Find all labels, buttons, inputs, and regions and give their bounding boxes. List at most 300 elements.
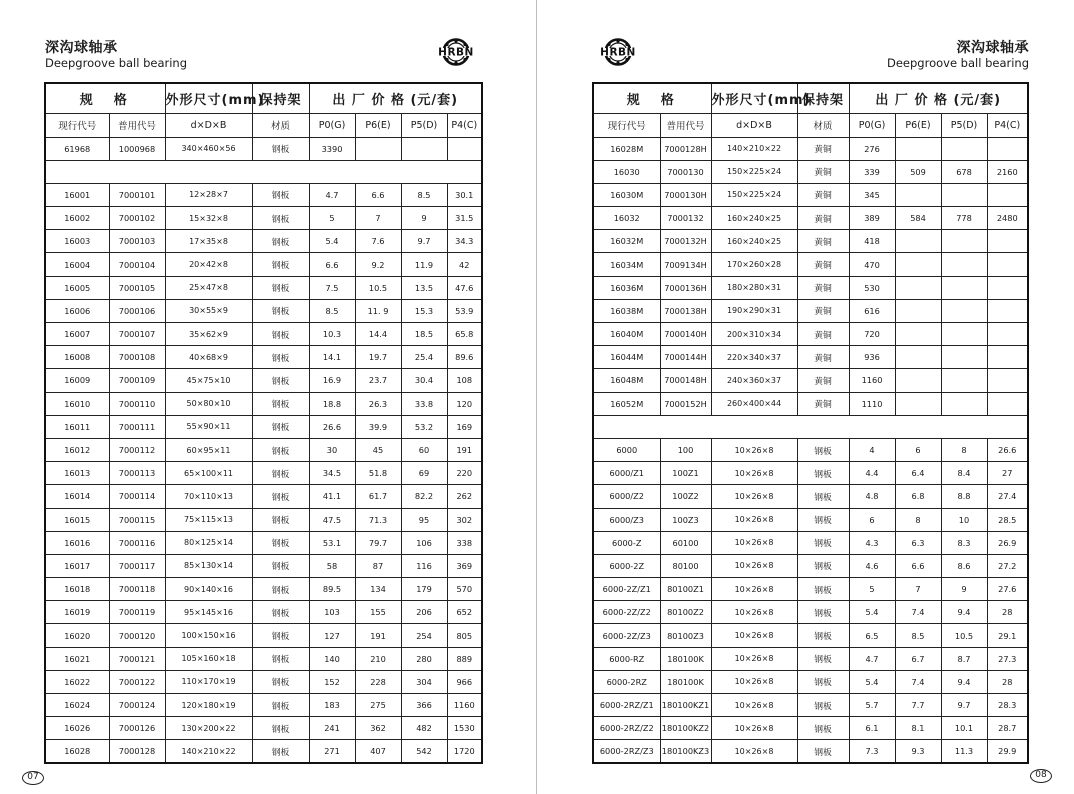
table-row: [45, 670, 482, 693]
cell-price-p6: 509: [895, 160, 941, 183]
cell-current-code: 16028: [45, 740, 109, 763]
cell-price-p0: 470: [849, 253, 895, 276]
cell-price-p4: 369: [447, 554, 482, 577]
cell-common-code: 7000105: [109, 276, 165, 299]
cell-current-code: 16020: [45, 624, 109, 647]
cell-dimensions: 35×62×9: [165, 323, 252, 346]
cell-current-code: 16022: [45, 670, 109, 693]
cell-common-code: 7000119: [109, 601, 165, 624]
cell-cage-material: 黄铜: [797, 323, 849, 346]
cell-price-p0: 6: [849, 508, 895, 531]
header-p4: P4(C): [987, 113, 1028, 137]
cell-dimensions: 25×47×8: [165, 276, 252, 299]
cell-price-p0: 1110: [849, 392, 895, 415]
cell-cage-material: 钢板: [252, 531, 309, 554]
cell-common-code: 7000114: [109, 485, 165, 508]
cell-cage-material: 钢板: [797, 717, 849, 740]
cell-common-code: 7000128: [109, 740, 165, 763]
cell-dimensions: 150×225×24: [711, 160, 797, 183]
cell-price-p4: 28: [987, 670, 1028, 693]
cell-price-p4: 2480: [987, 207, 1028, 230]
cell-price-p4: 27.3: [987, 647, 1028, 670]
cell-price-p0: 140: [309, 647, 355, 670]
cell-price-p5: 8.3: [941, 531, 987, 554]
cell-dimensions: 10×26×8: [711, 694, 797, 717]
cell-price-p0: 5.4: [849, 670, 895, 693]
header-p6: P6(E): [355, 113, 401, 137]
cell-price-p5: 9.7: [401, 230, 447, 253]
table-row: [593, 508, 1028, 531]
table-row: [45, 346, 482, 369]
cell-price-p6: 6.3: [895, 531, 941, 554]
cell-dimensions: 180×280×31: [711, 276, 797, 299]
cell-price-p0: 5: [309, 207, 355, 230]
cell-cage-material: 钢板: [252, 183, 309, 206]
cell-price-p5: 8.6: [941, 554, 987, 577]
table-separator-row: [593, 415, 1028, 438]
cell-dimensions: 10×26×8: [711, 624, 797, 647]
table-row: [45, 554, 482, 577]
cell-price-p5: [941, 137, 987, 160]
cell-common-code: 7000130H: [660, 183, 711, 206]
cell-dimensions: 100×150×16: [165, 624, 252, 647]
table-row: [45, 438, 482, 461]
cell-price-p0: 4.7: [309, 183, 355, 206]
cell-price-p5: 482: [401, 717, 447, 740]
cell-price-p6: [355, 137, 401, 160]
cell-price-p4: 27.4: [987, 485, 1028, 508]
table-row: [45, 183, 482, 206]
cell-price-p5: 30.4: [401, 369, 447, 392]
table-row: [593, 554, 1028, 577]
cell-price-p0: 4: [849, 438, 895, 461]
cell-price-p4: 570: [447, 578, 482, 601]
cell-cage-material: 黄铜: [797, 299, 849, 322]
cell-price-p0: 276: [849, 137, 895, 160]
cell-price-p4: 302: [447, 508, 482, 531]
cell-cage-material: 钢板: [252, 601, 309, 624]
table-row: [593, 694, 1028, 717]
cell-current-code: 6000-2RZ/Z3: [593, 740, 660, 763]
table-row: [593, 230, 1028, 253]
header-price: 出 厂 价 格 (元/套): [309, 83, 482, 113]
header-dxdxb: d×D×B: [165, 113, 252, 137]
cell-price-p4: 120: [447, 392, 482, 415]
cell-price-p6: 7.6: [355, 230, 401, 253]
cell-price-p0: 58: [309, 554, 355, 577]
cell-cage-material: 钢板: [252, 578, 309, 601]
cell-price-p0: 6.6: [309, 253, 355, 276]
cell-cage-material: 钢板: [252, 717, 309, 740]
left-table-body: [45, 137, 482, 763]
cell-price-p6: 11. 9: [355, 299, 401, 322]
cell-price-p5: 9: [401, 207, 447, 230]
cell-price-p4: 27: [987, 462, 1028, 485]
cell-common-code: 80100Z1: [660, 578, 711, 601]
cell-price-p0: 271: [309, 740, 355, 763]
cell-price-p6: 407: [355, 740, 401, 763]
cell-common-code: 7000116: [109, 531, 165, 554]
cell-current-code: 16032: [593, 207, 660, 230]
table-row: [45, 415, 482, 438]
cell-price-p6: [895, 230, 941, 253]
table-row: [593, 601, 1028, 624]
cell-price-p0: 7.3: [849, 740, 895, 763]
cell-current-code: 16038M: [593, 299, 660, 322]
cell-price-p0: 183: [309, 694, 355, 717]
cell-price-p5: [941, 276, 987, 299]
cell-price-p0: 4.6: [849, 554, 895, 577]
cell-cage-material: 黄铜: [797, 230, 849, 253]
cell-cage-material: 钢板: [252, 230, 309, 253]
cell-price-p6: 6.7: [895, 647, 941, 670]
cell-cage-material: 钢板: [797, 485, 849, 508]
header-current-code: 现行代号: [593, 113, 660, 137]
cell-dimensions: 12×28×7: [165, 183, 252, 206]
table-row: [45, 276, 482, 299]
cell-price-p4: 220: [447, 462, 482, 485]
table-row: [45, 253, 482, 276]
cell-common-code: 7000128H: [660, 137, 711, 160]
cell-dimensions: 20×42×8: [165, 253, 252, 276]
separator-cell: [45, 160, 482, 183]
cell-price-p5: [941, 392, 987, 415]
cell-price-p4: 28: [987, 601, 1028, 624]
cell-common-code: 7000121: [109, 647, 165, 670]
cell-price-p0: 103: [309, 601, 355, 624]
cell-price-p0: 1160: [849, 369, 895, 392]
cell-price-p6: 19.7: [355, 346, 401, 369]
cell-price-p5: 179: [401, 578, 447, 601]
cell-price-p6: [895, 253, 941, 276]
cell-dimensions: 160×240×25: [711, 207, 797, 230]
cell-dimensions: 105×160×18: [165, 647, 252, 670]
cell-current-code: 16018: [45, 578, 109, 601]
cell-dimensions: 10×26×8: [711, 531, 797, 554]
header-material: 材质: [797, 113, 849, 137]
cell-dimensions: 10×26×8: [711, 554, 797, 577]
cell-cage-material: 钢板: [797, 554, 849, 577]
cell-price-p4: 47.6: [447, 276, 482, 299]
cell-price-p6: 8: [895, 508, 941, 531]
cell-cage-material: 钢板: [797, 462, 849, 485]
table-row: [45, 207, 482, 230]
table-row: [45, 601, 482, 624]
cell-price-p0: 26.6: [309, 415, 355, 438]
cell-common-code: 7000138H: [660, 299, 711, 322]
cell-price-p6: [895, 346, 941, 369]
cell-common-code: 7000118: [109, 578, 165, 601]
header-cage: 保持架: [252, 83, 309, 113]
cell-common-code: 7000152H: [660, 392, 711, 415]
cell-price-p4: 30.1: [447, 183, 482, 206]
cell-dimensions: 40×68×9: [165, 346, 252, 369]
cell-price-p0: 4.8: [849, 485, 895, 508]
cell-price-p6: [895, 276, 941, 299]
page-fold-divider: [536, 0, 537, 794]
table-row: [593, 160, 1028, 183]
cell-price-p6: 155: [355, 601, 401, 624]
cell-price-p6: 6: [895, 438, 941, 461]
cell-price-p6: [895, 299, 941, 322]
cell-current-code: 16015: [45, 508, 109, 531]
cell-price-p4: 805: [447, 624, 482, 647]
cell-dimensions: 30×55×9: [165, 299, 252, 322]
cell-dimensions: 70×110×13: [165, 485, 252, 508]
cell-current-code: 16019: [45, 601, 109, 624]
cell-price-p6: 191: [355, 624, 401, 647]
cell-price-p5: 10.1: [941, 717, 987, 740]
cell-cage-material: 黄铜: [797, 253, 849, 276]
cell-price-p5: 69: [401, 462, 447, 485]
table-row: [593, 369, 1028, 392]
cell-cage-material: 黄铜: [797, 207, 849, 230]
cell-price-p0: 6.1: [849, 717, 895, 740]
right-page-title-cn: 深沟球轴承: [956, 40, 1029, 56]
cell-price-p6: [895, 137, 941, 160]
cell-price-p0: 47.5: [309, 508, 355, 531]
cell-price-p4: [987, 137, 1028, 160]
cell-price-p0: 30: [309, 438, 355, 461]
cell-price-p6: 7.4: [895, 670, 941, 693]
table-row: [593, 647, 1028, 670]
cell-price-p4: 53.9: [447, 299, 482, 322]
cell-common-code: 180100K: [660, 647, 711, 670]
table-row: [593, 578, 1028, 601]
cell-common-code: 7000113: [109, 462, 165, 485]
cell-common-code: 7000111: [109, 415, 165, 438]
cell-dimensions: 10×26×8: [711, 717, 797, 740]
cell-price-p0: 127: [309, 624, 355, 647]
cell-price-p0: 5.7: [849, 694, 895, 717]
cell-common-code: 7000107: [109, 323, 165, 346]
header-p5: P5(D): [941, 113, 987, 137]
cell-price-p6: 6.6: [895, 554, 941, 577]
header-p0: P0(G): [849, 113, 895, 137]
cell-price-p5: 8.7: [941, 647, 987, 670]
table-row: [593, 137, 1028, 160]
cell-price-p4: 1720: [447, 740, 482, 763]
cell-cage-material: 钢板: [252, 207, 309, 230]
cell-common-code: 7000126: [109, 717, 165, 740]
table-row: [45, 299, 482, 322]
cell-price-p5: 366: [401, 694, 447, 717]
cell-price-p6: 7.7: [895, 694, 941, 717]
cell-price-p4: [987, 276, 1028, 299]
cell-price-p6: 61.7: [355, 485, 401, 508]
header-p4: P4(C): [447, 113, 482, 137]
cell-price-p4: [987, 299, 1028, 322]
left-page-title-en: Deepgroove ball bearing: [45, 56, 188, 70]
cell-price-p6: 71.3: [355, 508, 401, 531]
cell-price-p0: 4.7: [849, 647, 895, 670]
table-row: [593, 670, 1028, 693]
cell-price-p4: 1160: [447, 694, 482, 717]
cell-dimensions: 240×360×37: [711, 369, 797, 392]
header-common-code: 普用代号: [660, 113, 711, 137]
table-row: [45, 647, 482, 670]
cell-price-p4: 966: [447, 670, 482, 693]
cell-dimensions: 10×26×8: [711, 601, 797, 624]
cell-dimensions: 140×210×22: [711, 137, 797, 160]
cell-cage-material: 黄铜: [797, 160, 849, 183]
cell-price-p5: [941, 369, 987, 392]
cell-price-p5: 9.7: [941, 694, 987, 717]
cell-cage-material: 钢板: [252, 554, 309, 577]
table-row: [45, 694, 482, 717]
cell-price-p4: 27.2: [987, 554, 1028, 577]
cell-price-p5: 280: [401, 647, 447, 670]
cell-price-p6: [895, 183, 941, 206]
cell-price-p6: 7: [895, 578, 941, 601]
cell-price-p6: 14.4: [355, 323, 401, 346]
cell-cage-material: 钢板: [797, 601, 849, 624]
table-row: [45, 624, 482, 647]
cell-cage-material: 黄铜: [797, 276, 849, 299]
cell-common-code: 7000102: [109, 207, 165, 230]
table-row: [45, 740, 482, 763]
cell-price-p6: 9.3: [895, 740, 941, 763]
cell-dimensions: 140×210×22: [165, 740, 252, 763]
cell-price-p5: 60: [401, 438, 447, 461]
cell-current-code: 16007: [45, 323, 109, 346]
cell-price-p5: 8.5: [401, 183, 447, 206]
cell-common-code: 80100Z3: [660, 624, 711, 647]
cell-price-p5: [941, 323, 987, 346]
cell-dimensions: 90×140×16: [165, 578, 252, 601]
cell-price-p0: 16.9: [309, 369, 355, 392]
cell-current-code: 16016: [45, 531, 109, 554]
cell-price-p6: 210: [355, 647, 401, 670]
cell-cage-material: 钢板: [252, 740, 309, 763]
cell-current-code: 6000-Z: [593, 531, 660, 554]
cell-common-code: 1000968: [109, 137, 165, 160]
cell-price-p5: 15.3: [401, 299, 447, 322]
cell-price-p6: 79.7: [355, 531, 401, 554]
cell-price-p0: 5.4: [309, 230, 355, 253]
cell-price-p4: 42: [447, 253, 482, 276]
cell-price-p6: 10.5: [355, 276, 401, 299]
cell-current-code: 6000-2RZ/Z2: [593, 717, 660, 740]
cell-current-code: 16026: [45, 717, 109, 740]
cell-cage-material: 钢板: [797, 694, 849, 717]
cell-price-p0: 3390: [309, 137, 355, 160]
cell-dimensions: 10×26×8: [711, 485, 797, 508]
cell-price-p4: [987, 369, 1028, 392]
cell-dimensions: 10×26×8: [711, 508, 797, 531]
header-current-code: 现行代号: [45, 113, 109, 137]
cell-dimensions: 60×95×11: [165, 438, 252, 461]
header-p0: P0(G): [309, 113, 355, 137]
cell-current-code: 16030: [593, 160, 660, 183]
cell-dimensions: 260×400×44: [711, 392, 797, 415]
left-page-number: 07: [22, 771, 44, 785]
cell-price-p0: 10.3: [309, 323, 355, 346]
cell-current-code: 16001: [45, 183, 109, 206]
cell-current-code: 6000-RZ: [593, 647, 660, 670]
cell-common-code: 80100: [660, 554, 711, 577]
cell-common-code: 7000108: [109, 346, 165, 369]
cell-dimensions: 10×26×8: [711, 578, 797, 601]
cell-common-code: 7000109: [109, 369, 165, 392]
cell-cage-material: 黄铜: [797, 369, 849, 392]
right-price-table: [592, 82, 1029, 764]
cell-common-code: 180100K: [660, 670, 711, 693]
cell-price-p5: [941, 346, 987, 369]
cell-current-code: 16044M: [593, 346, 660, 369]
table-row: [593, 531, 1028, 554]
cell-cage-material: 钢板: [252, 508, 309, 531]
header-common-code: 普用代号: [109, 113, 165, 137]
cell-cage-material: 钢板: [252, 624, 309, 647]
cell-cage-material: 钢板: [252, 323, 309, 346]
cell-price-p0: 41.1: [309, 485, 355, 508]
cell-price-p4: 29.1: [987, 624, 1028, 647]
cell-current-code: 16009: [45, 369, 109, 392]
cell-dimensions: 15×32×8: [165, 207, 252, 230]
cell-price-p0: 89.5: [309, 578, 355, 601]
cell-price-p0: 5: [849, 578, 895, 601]
cell-current-code: 16011: [45, 415, 109, 438]
cell-dimensions: 130×200×22: [165, 717, 252, 740]
table-row: [45, 369, 482, 392]
cell-current-code: 16014: [45, 485, 109, 508]
cell-common-code: 100Z2: [660, 485, 711, 508]
hrbn-logo-text: HRBN: [600, 46, 636, 59]
left-page-title-cn: 深沟球轴承: [45, 40, 118, 56]
cell-price-p6: 26.3: [355, 392, 401, 415]
cell-price-p5: 95: [401, 508, 447, 531]
cell-current-code: 16005: [45, 276, 109, 299]
cell-price-p6: 6.4: [895, 462, 941, 485]
cell-current-code: 16010: [45, 392, 109, 415]
cell-price-p4: [987, 183, 1028, 206]
cell-price-p6: 51.8: [355, 462, 401, 485]
cell-common-code: 180100KZ2: [660, 717, 711, 740]
cell-price-p0: 34.5: [309, 462, 355, 485]
cell-price-p6: 6.8: [895, 485, 941, 508]
cell-price-p4: 652: [447, 601, 482, 624]
header-price: 出 厂 价 格 (元/套): [849, 83, 1028, 113]
cell-price-p0: 345: [849, 183, 895, 206]
cell-current-code: 16017: [45, 554, 109, 577]
hrbn-logo-left: [432, 37, 480, 67]
cell-price-p6: [895, 369, 941, 392]
cell-price-p5: 25.4: [401, 346, 447, 369]
cell-common-code: 7000120: [109, 624, 165, 647]
cell-cage-material: 黄铜: [797, 183, 849, 206]
cell-cage-material: 钢板: [252, 415, 309, 438]
cell-price-p5: 8.8: [941, 485, 987, 508]
cell-price-p4: [447, 137, 482, 160]
table-row: [45, 578, 482, 601]
cell-current-code: 16036M: [593, 276, 660, 299]
cell-current-code: 16028M: [593, 137, 660, 160]
cell-price-p5: 206: [401, 601, 447, 624]
cell-cage-material: 钢板: [797, 624, 849, 647]
cell-common-code: 7000132H: [660, 230, 711, 253]
header-cage: 保持架: [797, 83, 849, 113]
cell-dimensions: 80×125×14: [165, 531, 252, 554]
cell-price-p5: [401, 137, 447, 160]
cell-current-code: 16008: [45, 346, 109, 369]
cell-price-p4: 28.5: [987, 508, 1028, 531]
cell-price-p6: [895, 392, 941, 415]
cell-current-code: 61968: [45, 137, 109, 160]
table-row: [593, 207, 1028, 230]
cell-dimensions: 95×145×16: [165, 601, 252, 624]
cell-dimensions: 17×35×8: [165, 230, 252, 253]
